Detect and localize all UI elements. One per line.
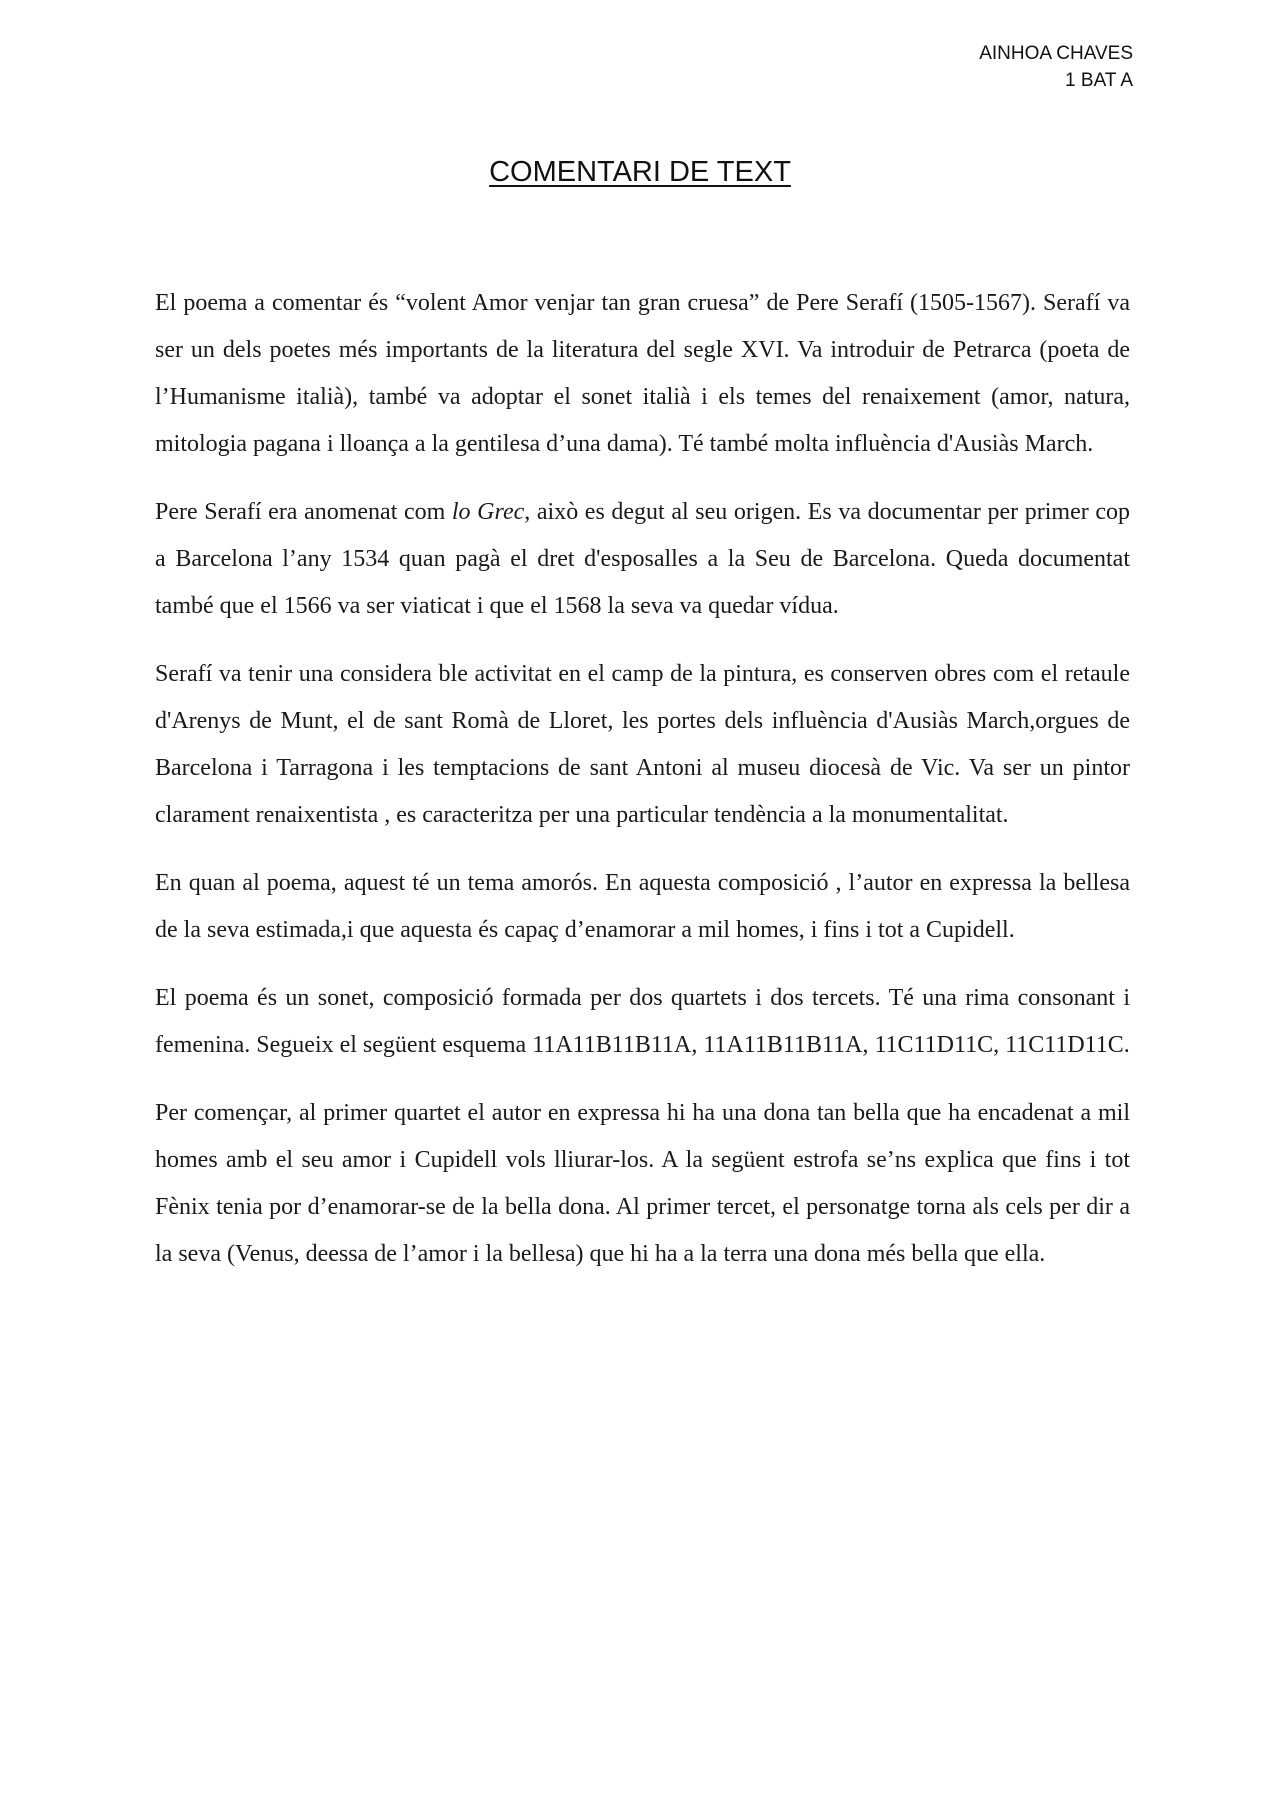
document-body xyxy=(155,280,1130,1299)
paragraph-1: El poema a comentar és “volent Amor venjar tan gran cruesa” de Pere Serafí (1505-1567). Serafí va ser un dels poetes més importants de la literatura del segle XVI. Va introduir de Petrarca (poeta de l’Humanisme italià), també va adoptar el sonet italià i els temes del renaixement (amor, natura, mitologia pagana i lloança a la gentilesa d’una dama). Té també molta influència d'Ausiàs March. xyxy=(155,290,1130,457)
paragraph-2-italic: lo Grec xyxy=(451,499,525,525)
paragraph-2-after: , això es degut al seu origen. Es va documentar per primer cop a Barcelona l’any 1534 quan pagà el dret d'esposalles a la Seu de Barcelona. Queda documentat també que el 1566 va ser viaticat i que el 1568 la seva va quedar vídua. xyxy=(155,499,1131,619)
paragraph-5: El poema és un sonet, composició formada per dos quartets i dos tercets. Té una rima consonant i femenina. Segueix el següent esquema 11A11B11B11A, 11A11B11B11A, 11C11D11C, 11C11D11C. xyxy=(155,985,1130,1058)
paragraph-2-before: Pere Serafí era anomenat com xyxy=(155,499,452,525)
document-title: COMENTARI DE TEXT xyxy=(489,156,791,188)
author-name: AINHOA CHAVES xyxy=(979,43,1133,64)
paragraph-4: En quan al poema, aquest té un tema amorós. En aquesta composició , l’autor en expressa la bellesa de la seva estimada,i que aquesta és capaç d’enamorar a mil homes, i fins i tot a Cupidell. xyxy=(155,870,1130,943)
paragraph-6: Per començar, al primer quartet el autor en expressa hi ha una dona tan bella que ha encadenat a mil homes amb el seu amor i Cupidell vols lliurar-los. A la següent estrofa se’ns explica que fins i tot Fènix tenia por d’enamorar-se de la bella dona. Al primer tercet, el personatge torna als cels per dir a la seva (Venus, deessa de l’amor i la bellesa) que hi ha a la terra una dona més bella que ella. xyxy=(155,1100,1130,1267)
page-header xyxy=(979,40,1133,94)
paragraph-2 xyxy=(155,489,1130,630)
class-label: 1 BAT A xyxy=(1065,70,1133,91)
paragraph-3: Serafí va tenir una considera ble activitat en el camp de la pintura, es conserven obres com el retaule d'Arenys de Munt, el de sant Romà de Lloret, les portes dels influència d'Ausiàs March,orgues de Barcelona i Tarragona i les temptacions de sant Antoni al museu diocesà de Vic. Va ser un pintor clarament renaixentista , es caracteritza per una particular tendència a la monumentalitat. xyxy=(155,661,1130,828)
